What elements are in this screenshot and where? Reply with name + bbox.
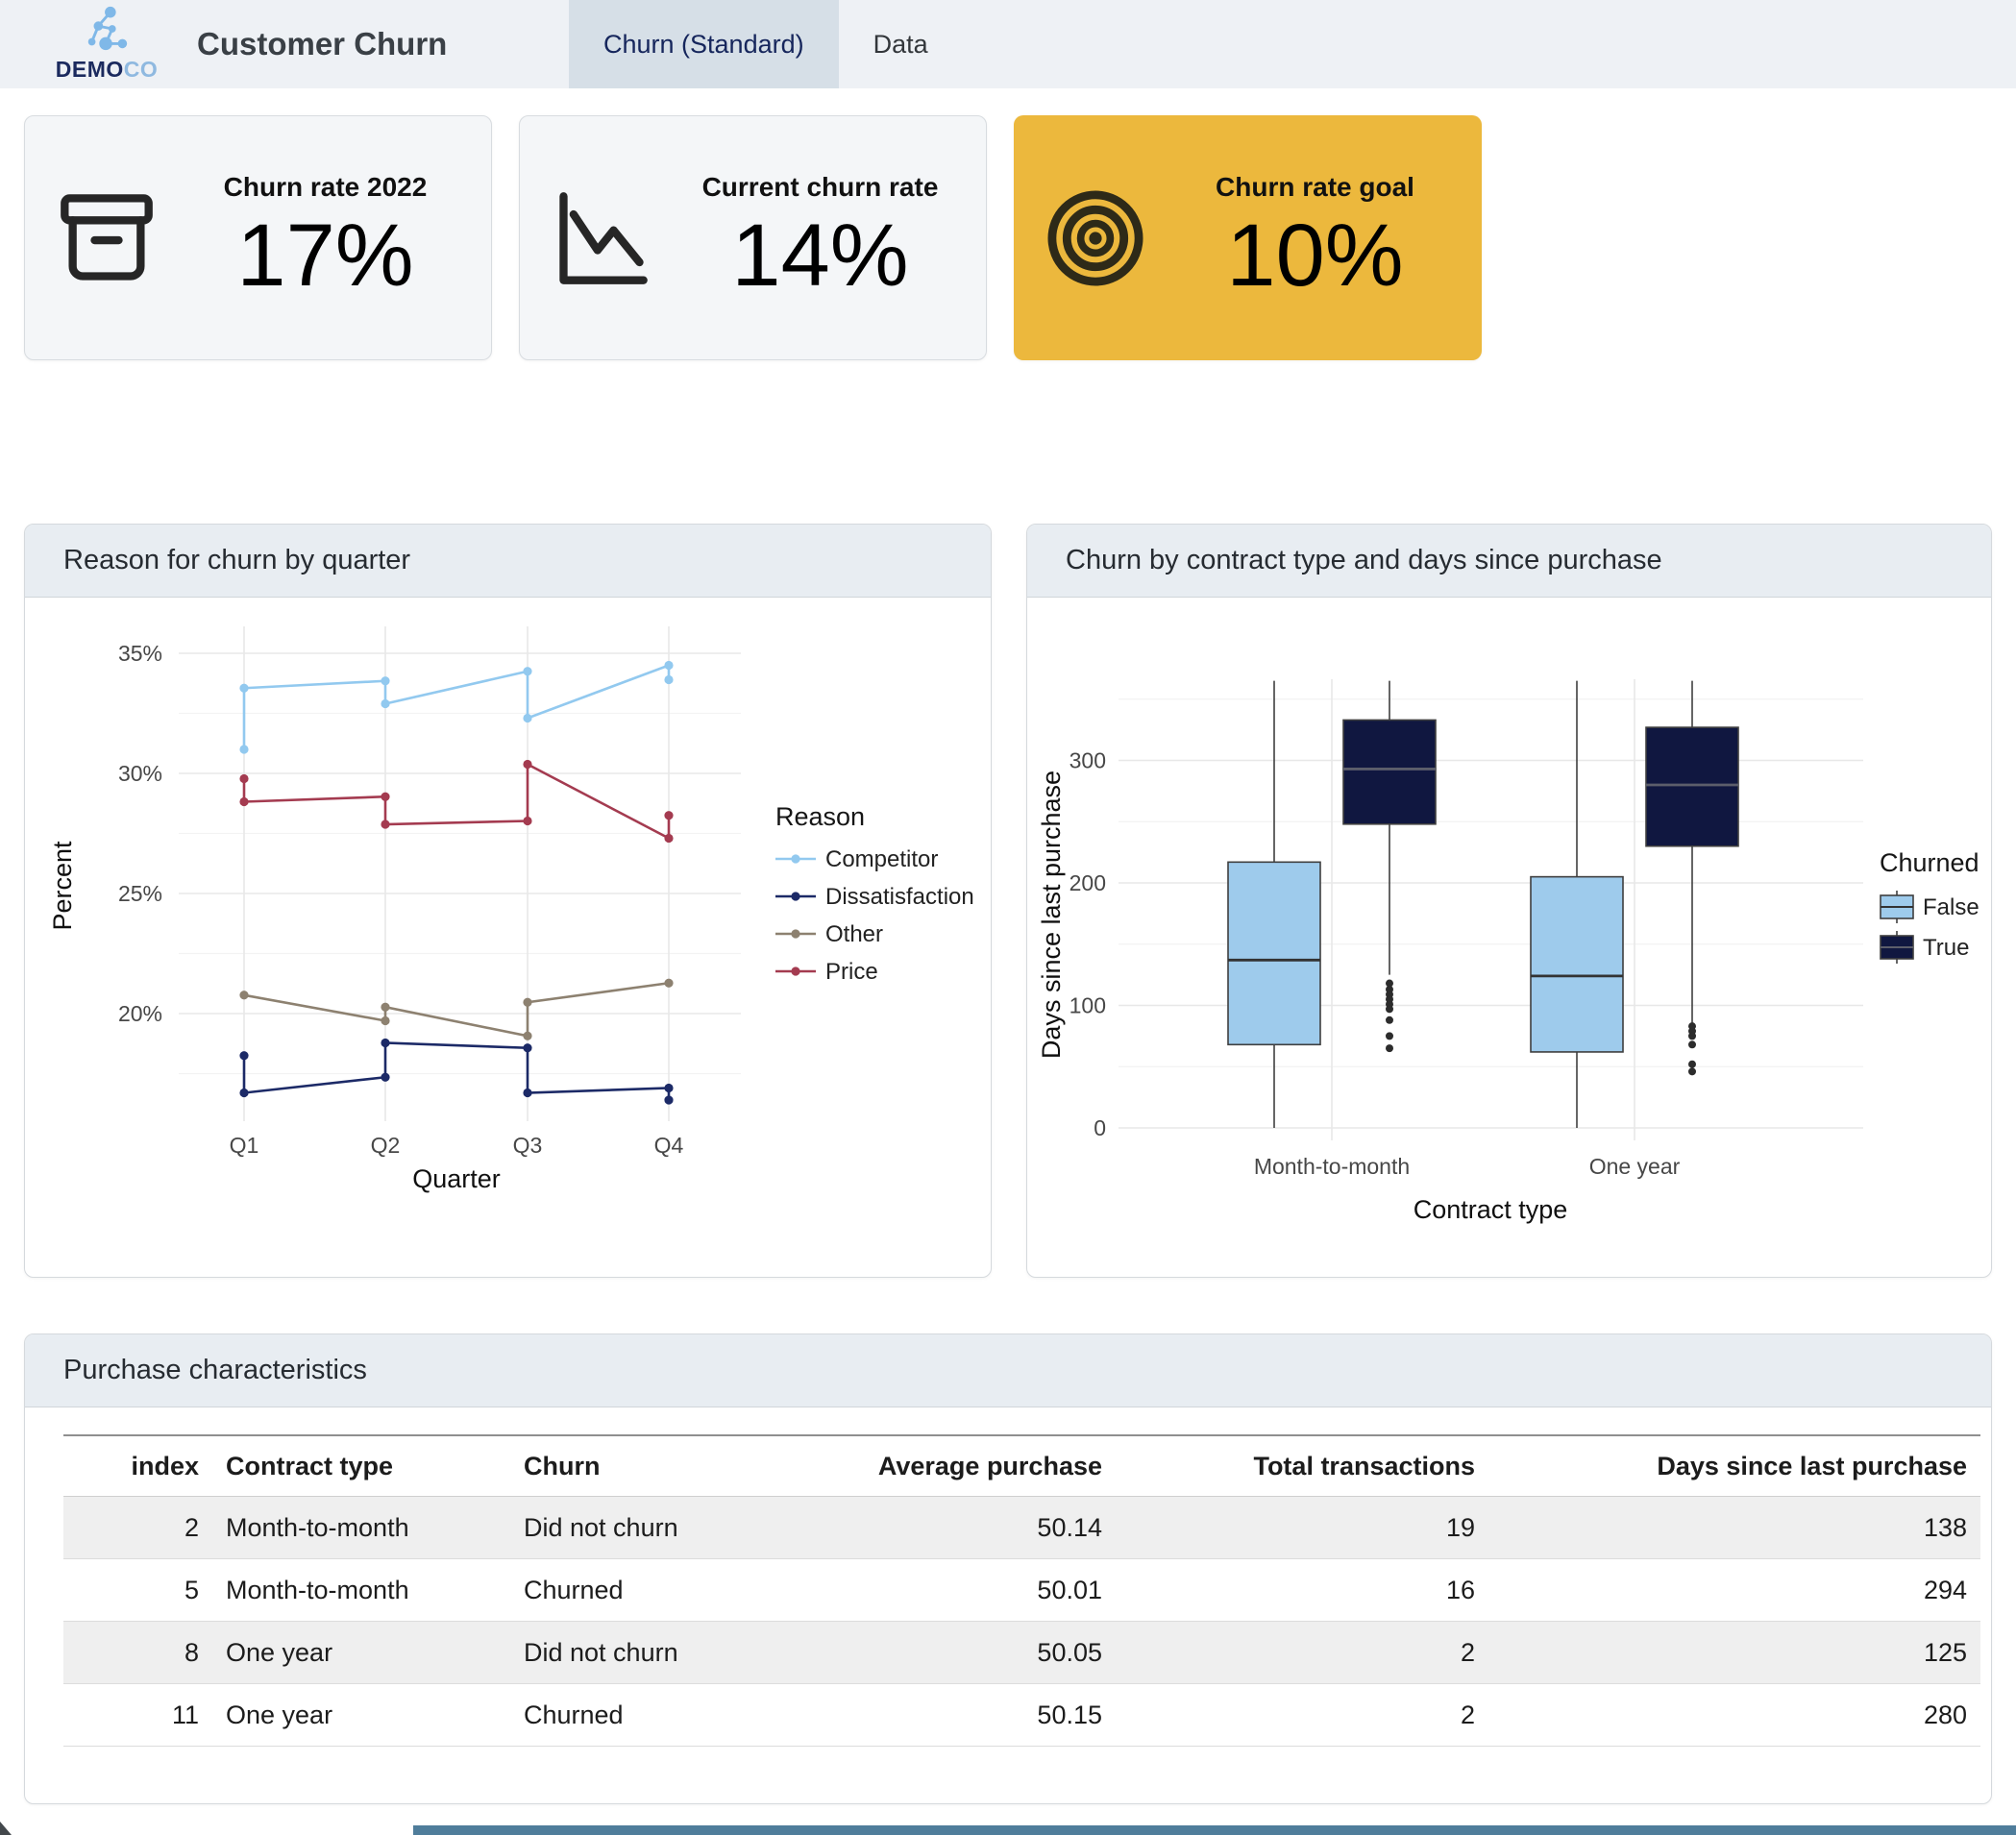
- panel-title: Reason for churn by quarter: [25, 525, 991, 598]
- svg-text:35%: 35%: [117, 641, 162, 666]
- table-row: 5 Month-to-month Churned 50.01 16 294: [63, 1559, 1980, 1622]
- kpi-card-churn-2022: [24, 115, 492, 360]
- box-month-to-month-true: [1343, 681, 1436, 1053]
- svg-text:Other: Other: [825, 921, 884, 947]
- app-header: [0, 0, 2016, 88]
- boxplot-panel: [1026, 524, 1992, 1278]
- col-header-index: index: [131, 1451, 199, 1480]
- series-dissatisfaction: [239, 1039, 673, 1105]
- contract-boxplot-chart: [1027, 598, 1991, 1278]
- svg-text:Month-to-month: Month-to-month: [1253, 1154, 1411, 1179]
- table-wrapper: [25, 1407, 1991, 1747]
- kpi-content: [683, 172, 986, 304]
- reason-chart-panel: [24, 524, 992, 1278]
- box-one-year-false: [1531, 681, 1623, 1128]
- page-title: Customer Churn: [197, 26, 448, 61]
- kpi-value: 14%: [731, 206, 909, 305]
- svg-text:0: 0: [1094, 1115, 1106, 1140]
- svg-text:Q2: Q2: [370, 1133, 401, 1158]
- kpi-row: [24, 115, 1482, 360]
- tab-data[interactable]: Data: [873, 30, 928, 59]
- purchase-table: [63, 1434, 1980, 1747]
- col-header-total-transactions: Total transactions: [1253, 1451, 1475, 1480]
- svg-text:Quarter: Quarter: [412, 1164, 501, 1193]
- svg-text:True: True: [1923, 935, 1970, 961]
- network-logo-icon: [79, 4, 135, 54]
- logo-text: DEMOCO: [55, 57, 159, 82]
- svg-text:Days since last purchase: Days since last purchase: [1037, 770, 1066, 1060]
- box-one-year-true: [1646, 681, 1738, 1076]
- svg-text:Price: Price: [825, 959, 878, 985]
- box-month-to-month-false: [1228, 681, 1320, 1128]
- tab-churn-standard[interactable]: Churn (Standard): [569, 0, 839, 88]
- archive-box-icon: [25, 188, 188, 288]
- target-icon: [1014, 185, 1177, 291]
- svg-text:30%: 30%: [117, 761, 162, 786]
- series-price: [239, 760, 673, 843]
- kpi-title: Churn rate goal: [1216, 171, 1414, 202]
- table-header-row: [63, 1435, 1980, 1497]
- svg-text:20%: 20%: [117, 1001, 162, 1026]
- kpi-title: Current churn rate: [701, 171, 939, 202]
- panel-title: Churn by contract type and days since purchase: [1027, 525, 1991, 598]
- panel-title: Purchase characteristics: [25, 1334, 1991, 1407]
- svg-text:Percent: Percent: [48, 841, 77, 931]
- bottom-scroll-strip[interactable]: [413, 1825, 2016, 1835]
- purchase-table-panel: [24, 1333, 1992, 1804]
- legend-title: Churned: [1880, 848, 1979, 877]
- svg-text:Q1: Q1: [229, 1133, 259, 1158]
- svg-text:100: 100: [1069, 992, 1106, 1018]
- col-header-days-since-last-purchase: Days since last purchase: [1657, 1451, 1967, 1480]
- svg-text:200: 200: [1069, 870, 1106, 895]
- legend-title: Reason: [775, 802, 866, 831]
- svg-text:Q4: Q4: [653, 1133, 684, 1158]
- svg-text:300: 300: [1069, 747, 1106, 773]
- kpi-value: 10%: [1226, 206, 1404, 305]
- col-header-churn: Churn: [524, 1451, 601, 1480]
- series-other: [239, 979, 673, 1040]
- table-row: 2 Month-to-month Did not churn 50.14 19 138: [63, 1497, 1980, 1559]
- kpi-title: Churn rate 2022: [223, 171, 428, 202]
- svg-text:One year: One year: [1588, 1154, 1681, 1179]
- svg-text:Dissatisfaction: Dissatisfaction: [825, 884, 974, 910]
- tab-bar: [569, 0, 963, 88]
- table-row: 8 One year Did not churn 50.05 2 125: [63, 1622, 1980, 1684]
- col-header-average-purchase: Average purchase: [877, 1451, 1102, 1480]
- kpi-card-churn-goal: [1014, 115, 1482, 360]
- table-row: 11 One year Churned 50.15 2 280: [63, 1684, 1980, 1747]
- reason-line-chart: [25, 598, 991, 1278]
- kpi-content: [188, 172, 491, 304]
- declining-line-chart-icon: [520, 188, 683, 288]
- series-competitor: [239, 661, 673, 754]
- svg-text:Contract type: Contract type: [1413, 1195, 1568, 1224]
- kpi-value: 17%: [236, 206, 414, 305]
- svg-text:Q3: Q3: [512, 1133, 543, 1158]
- col-header-contract-type: Contract type: [226, 1451, 394, 1480]
- kpi-content: [1177, 172, 1482, 304]
- svg-text:25%: 25%: [117, 881, 162, 906]
- company-logo: [42, 4, 171, 81]
- kpi-card-current-churn: [519, 115, 987, 360]
- svg-text:Competitor: Competitor: [825, 846, 939, 872]
- corner-widget-sliver: [0, 1822, 12, 1835]
- svg-text:False: False: [1923, 894, 1979, 920]
